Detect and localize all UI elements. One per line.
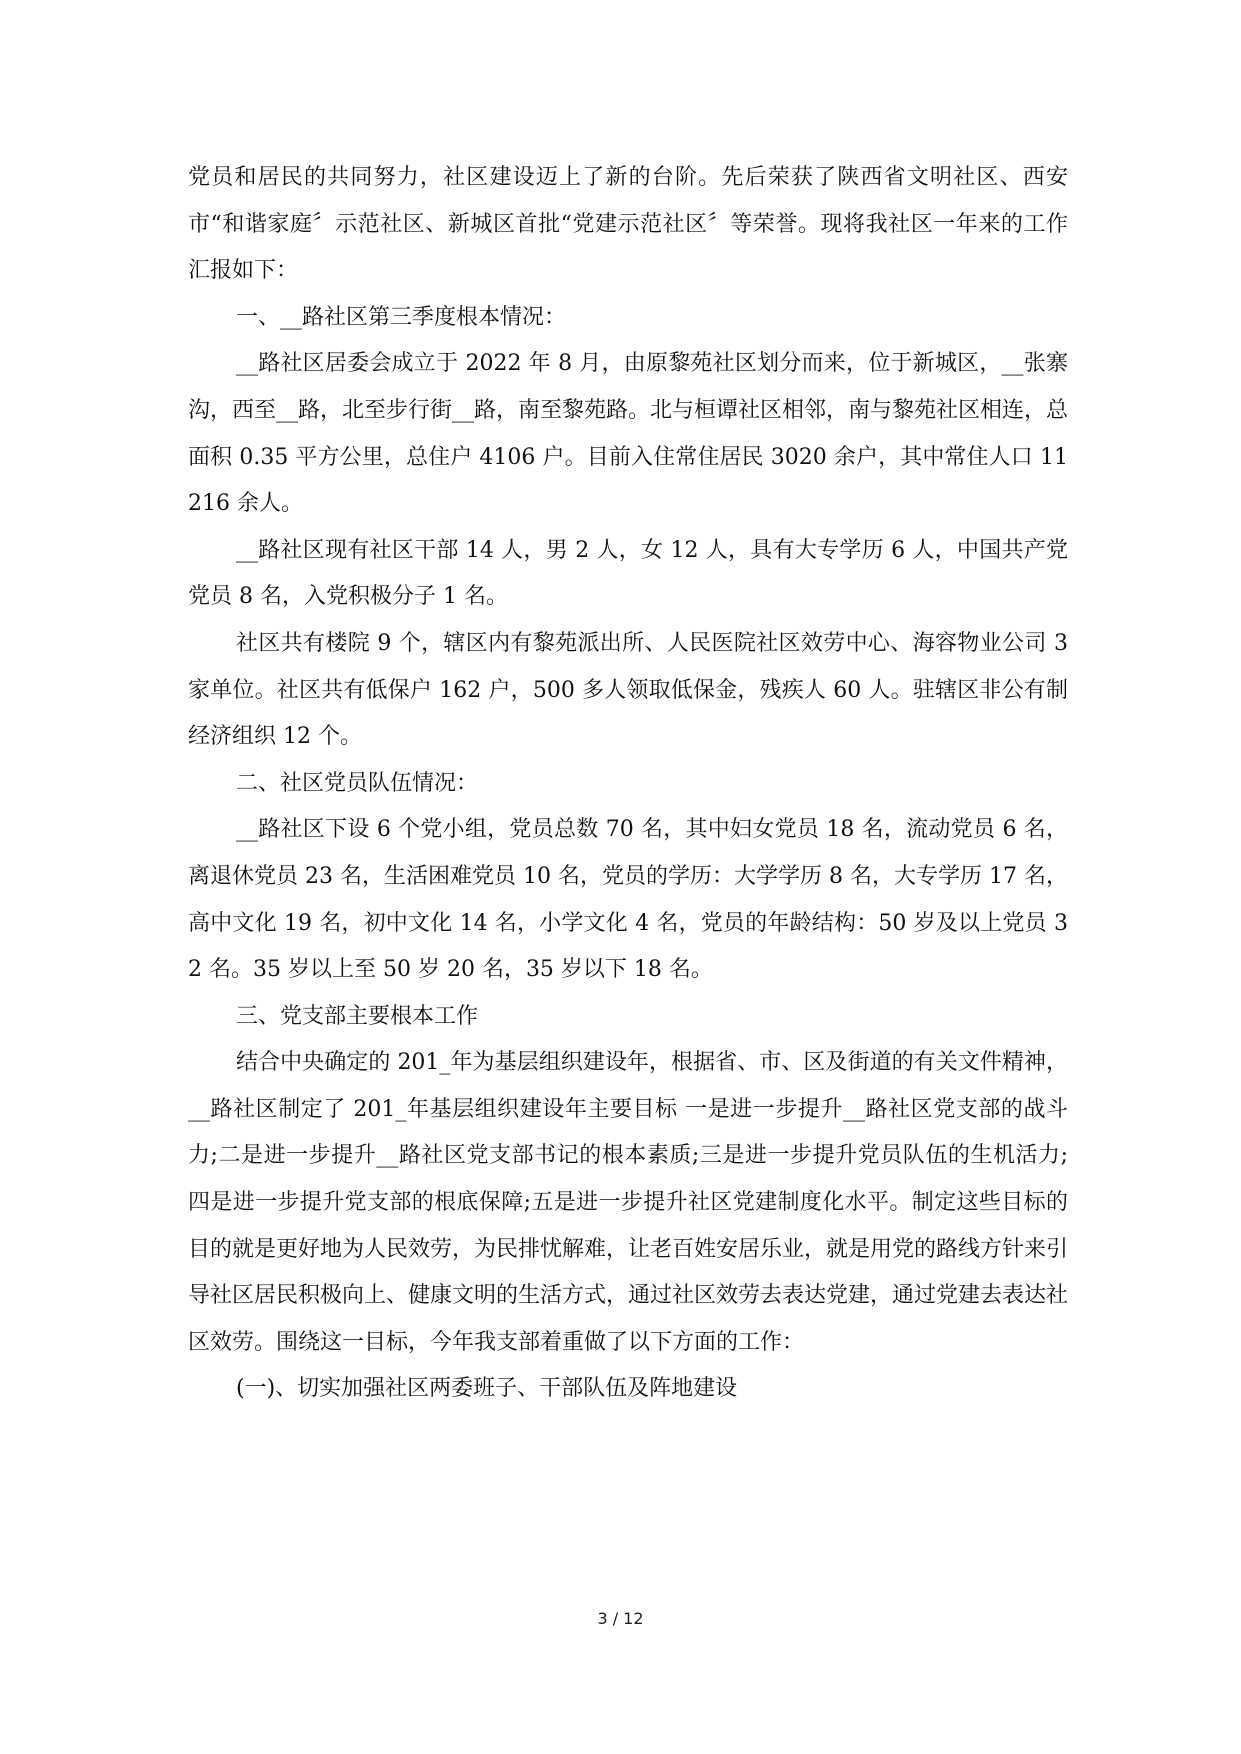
paragraph-facilities: 社区共有楼院 9 个，辖区内有黎苑派出所、人民医院社区效劳中心、海容物业公司 3 家单位。社区共有低保户 162 户，500 多人领取低保金，残疾人 60 人。驻辖区非公有制经济组织 12 个。 xyxy=(188,630,1068,750)
document-body xyxy=(188,155,1068,1413)
paragraph-party-members: __路社区下设 6 个党小组，党员总数 70 名，其中妇女党员 18 名，流动党员 6 名，离退休党员 23 名，生活困难党员 10 名，党员的学历：大学学历 8 名，大专学历 17 名，高中文化 19 名，初中文化 14 名，小学文化 4 名，党员的年龄结构：50 岁及以上党员 32 名。35 岁以上至 50 岁 20 名，35 岁以下 18 名。 xyxy=(188,817,1068,983)
paragraph-goals: 结合中央确定的 201_年为基层组织建设年，根据省、市、区及街道的有关文件精神，__路社区制定了 201_年基层组织建设年主要目标 一是进一步提升__路社区党支部的战斗力;二是进一步提升__路社区党支部书记的根本素质;三是进一步提升党员队伍的生机活力;四是进一步提升党支部的根底保障;五是进一步提升社区党建制度化水平。制定这些目标的目的就是更好地为人民效劳，为民排忧解难，让老百姓安居乐业，就是用党的路线方针来引导社区居民积极向上、健康文明的生活方式，通过社区效劳去表达党建，通过党建去表达社区效劳。围绕这一目标，今年我支部着重做了以下方面的工作： xyxy=(188,1050,1069,1355)
paragraph-intro: 党员和居民的共同努力，社区建设迈上了新的台阶。先后荣获了陕西省文明社区、西安市“和谐家庭〞示范社区、新城区首批“党建示范社区〞等荣誉。现将我社区一年来的工作汇报如下： xyxy=(188,165,1068,284)
section-heading-3: 三、党支部主要根本工作 xyxy=(236,1003,479,1029)
subsection-heading-1: (一)、切实加强社区两委班子、干部队伍及阵地建设 xyxy=(236,1376,738,1402)
paragraph-cadres: __路社区现有社区干部 14 人，男 2 人，女 12 人，具有大专学历 6 人，中国共产党党员 8 名，入党积极分子 1 名。 xyxy=(188,537,1068,610)
section-heading-2: 二、社区党员队伍情况： xyxy=(236,770,479,796)
section-heading-1: 一、__路社区第三季度根本情况： xyxy=(236,304,567,330)
paragraph-community-overview: __路社区居委会成立于 2022 年 8 月，由原黎苑社区划分而来，位于新城区，__张寨沟，西至__路，北至步行街__路，南至黎苑路。北与桓谭社区相邻，南与黎苑社区相连，总面积 0.35 平方公里，总住户 4106 户。目前入住常住居民 3020 余户，其中常住人口 11216 余人。 xyxy=(188,351,1069,517)
page-number: 3 / 12 xyxy=(597,1609,644,1628)
